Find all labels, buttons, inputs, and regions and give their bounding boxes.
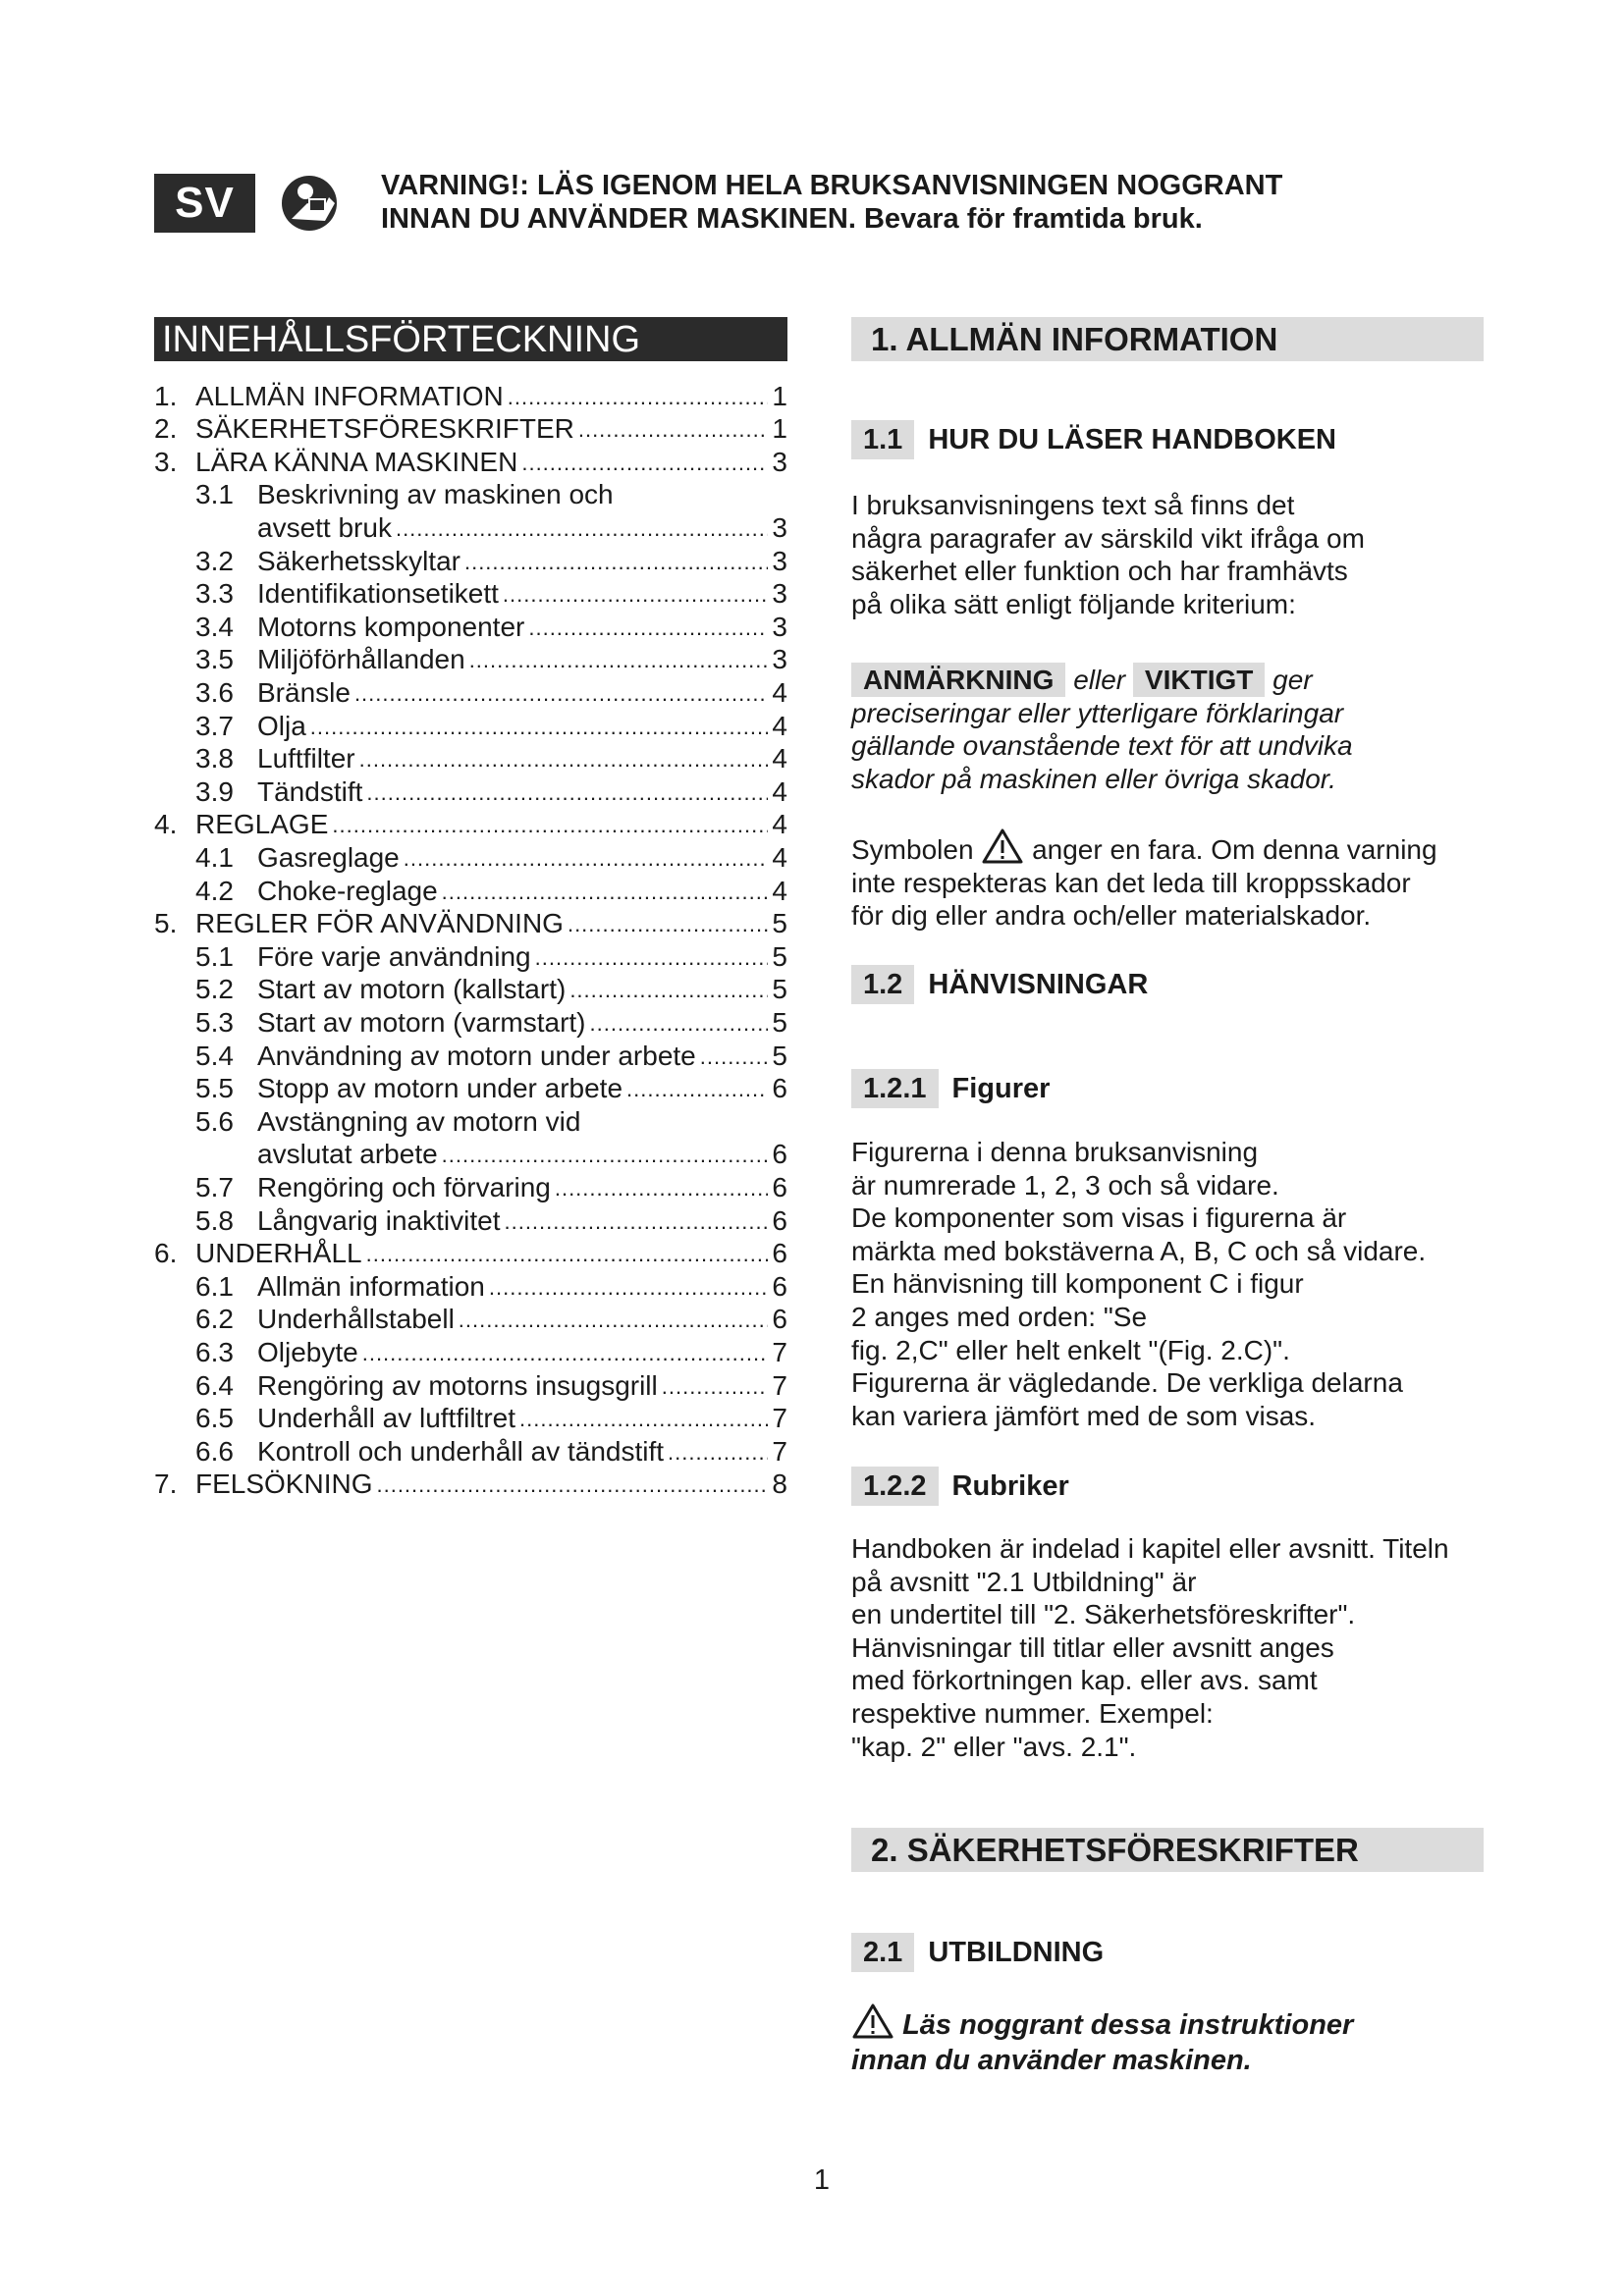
toc-item-number: 3.3 [195, 578, 234, 610]
toc-item-text: Olja [257, 710, 306, 741]
toc-item-page: 8 [772, 1468, 787, 1500]
paragraph-line: En hänvisning till komponent C i figur [851, 1268, 1304, 1300]
note-or: eller [1073, 665, 1126, 695]
toc-item [154, 1203, 787, 1237]
symbol-text-after: anger en fara. Om denna varning [1032, 834, 1437, 865]
toc-item [154, 1072, 787, 1105]
toc-item-page: 1 [772, 380, 787, 411]
toc-leader-dots [404, 844, 769, 874]
toc-item-text: Allmän information [257, 1270, 485, 1302]
toc-leader-dots [354, 679, 768, 709]
toc-item-number: 3.9 [195, 775, 234, 807]
subsection-number: 1.2.2 [851, 1467, 939, 1506]
toc-leader-dots [310, 713, 769, 742]
toc-item-number: 6.4 [195, 1369, 234, 1401]
paragraph-line: är numrerade 1, 2, 3 och så vidare. [851, 1169, 1279, 1201]
toc-item-page: 3 [772, 511, 787, 543]
paragraph-line: en undertitel till "2. Säkerhetsföreskrifter". [851, 1599, 1356, 1630]
toc-item-page: 4 [772, 676, 787, 708]
subsection-1-2-heading [851, 965, 1148, 1004]
note-first-line [851, 664, 1499, 697]
toc-item-page: 6 [772, 1139, 787, 1170]
paragraph-line: fig. 2,C" eller helt enkelt "(Fig. 2.C)". [851, 1334, 1290, 1365]
toc-item [154, 544, 787, 577]
toc-item-page: 5 [772, 1006, 787, 1038]
paragraph-line: De komponenter som visas i figurerna är [851, 1202, 1347, 1234]
toc-leader-dots [569, 976, 768, 1005]
toc-item [154, 478, 787, 511]
toc-item-text: Användning av motorn under arbete [257, 1040, 696, 1071]
toc-item-text: UNDERHÅLL [195, 1238, 362, 1269]
toc-item-number: 3.1 [195, 479, 234, 510]
toc-item [154, 610, 787, 643]
subsection-title: HÄNVISNINGAR [928, 968, 1149, 1000]
toc-leader-dots [700, 1042, 769, 1072]
warning-triangle-icon [981, 828, 1024, 865]
toc-item-page: 4 [772, 743, 787, 774]
toc-item-text: Stopp av motorn under arbete [257, 1073, 623, 1104]
toc-leader-dots [489, 1273, 769, 1303]
toc-item-text: Start av motorn (kallstart) [257, 974, 567, 1005]
warning-line-2: INNAN DU ANVÄNDER MASKINEN. Bevara för framtida bruk. [381, 203, 1203, 235]
toc-item [154, 1368, 787, 1402]
toc-leader-dots [662, 1372, 769, 1402]
toc-item-page: 4 [772, 809, 787, 840]
symbol-first-line [851, 828, 1499, 867]
toc-item [154, 709, 787, 742]
toc-item-text: Motorns komponenter [257, 611, 525, 642]
toc-item-page: 5 [772, 908, 787, 939]
toc-item-text: LÄRA KÄNNA MASKINEN [195, 446, 518, 477]
note-line: skador på maskinen eller övriga skador. [851, 763, 1336, 794]
toc-leader-dots [362, 1339, 769, 1368]
toc-item-text: Säkerhetsskyltar [257, 545, 460, 576]
toc-item [154, 379, 787, 412]
subsection-number: 1.2 [851, 965, 914, 1004]
toc-title: INNEHÅLLSFÖRTECKNING [154, 317, 787, 361]
toc-item-number: 3.6 [195, 676, 234, 708]
toc-item-number: 4. [154, 809, 178, 840]
read-manual-icon [280, 174, 341, 233]
toc-item [154, 1303, 787, 1336]
toc-item-page: 7 [772, 1403, 787, 1434]
toc-item-page: 5 [772, 940, 787, 972]
toc-item [154, 1104, 787, 1138]
paragraph-line: med förkortningen kap. eller avs. samt [851, 1665, 1318, 1696]
toc-item-page: 7 [772, 1369, 787, 1401]
toc-item-text: avslutat arbete [257, 1139, 438, 1170]
paragraph-line: I bruksanvisningens text så finns det [851, 490, 1295, 520]
toc-item-text: Gasreglage [257, 841, 400, 873]
subsection-number: 1.1 [851, 420, 914, 459]
toc-leader-dots [668, 1438, 768, 1468]
subsection-1-1-heading [851, 420, 1336, 459]
toc-leader-dots [504, 1207, 768, 1237]
toc-leader-dots [332, 811, 768, 840]
toc-item [154, 675, 787, 709]
subsection-title: UTBILDNING [928, 1936, 1105, 1968]
subsection-title: Rubriker [951, 1469, 1069, 1502]
toc-item-number: 3.4 [195, 611, 234, 642]
toc-item [154, 973, 787, 1006]
toc-leader-dots [366, 1240, 769, 1269]
note-ger: ger [1272, 665, 1313, 695]
toc-item-text: Miljöförhållanden [257, 644, 465, 675]
toc-item [154, 510, 787, 544]
toc-item [154, 1335, 787, 1368]
toc-item-page: 3 [772, 644, 787, 675]
toc-item-number: 3.5 [195, 644, 234, 675]
subsection-number: 2.1 [851, 1933, 914, 1972]
paragraph-line: för dig eller andra och/eller materialskador. [851, 900, 1372, 932]
toc-item-text: Bränsle [257, 676, 351, 708]
paragraph-line: några paragrafer av särskild vikt ifråga om [851, 522, 1365, 554]
toc-leader-dots [464, 548, 768, 577]
toc-item-number: 6.5 [195, 1403, 234, 1434]
toc-item-number: 6. [154, 1238, 178, 1269]
subsection-1-2-1-heading [851, 1069, 1050, 1108]
toc-item-page: 5 [772, 974, 787, 1005]
toc-item-number: 5.6 [195, 1105, 234, 1137]
toc-item-text: Underhåll av luftfiltret [257, 1403, 516, 1434]
toc-item [154, 808, 787, 841]
toc-item [154, 643, 787, 676]
toc-item-page: 3 [772, 545, 787, 576]
headings-paragraph [851, 1532, 1499, 1763]
note-tag-anmarkning: ANMÄRKNING [851, 663, 1065, 697]
toc-item-number: 6.1 [195, 1270, 234, 1302]
toc-item-page: 6 [772, 1238, 787, 1269]
toc-item-number: 3.8 [195, 743, 234, 774]
subsection-2-1-heading [851, 1933, 1104, 1972]
toc-item-number: 6.6 [195, 1435, 234, 1467]
toc-item [154, 1402, 787, 1435]
toc-leader-dots [442, 1141, 769, 1170]
toc-item-text: ALLMÄN INFORMATION [195, 380, 504, 411]
toc-item-text: Rengöring och förvaring [257, 1171, 551, 1202]
toc-item-number: 5.4 [195, 1040, 234, 1071]
paragraph-line: inte respekteras kan det leda till kroppsskador [851, 867, 1411, 898]
paragraph-line: på olika sätt enligt följande kriterium: [851, 588, 1296, 619]
toc-leader-dots [528, 614, 768, 643]
toc-item-page: 6 [772, 1270, 787, 1302]
toc-item-page: 4 [772, 875, 787, 906]
toc-item-number: 3. [154, 446, 178, 477]
page-number: 1 [813, 2164, 831, 2196]
toc-leader-dots [508, 383, 769, 412]
toc-leader-dots [396, 514, 768, 544]
toc-leader-dots [469, 646, 769, 675]
toc-item [154, 1468, 787, 1501]
toc-item-number: 2. [154, 413, 178, 445]
toc-item [154, 874, 787, 907]
paragraph-line: Hänvisningar till titlar eller avsnitt anges [851, 1631, 1334, 1663]
toc-item [154, 1170, 787, 1203]
toc-item [154, 907, 787, 940]
note-line: gällande ovanstående text för att undvika [851, 730, 1353, 762]
toc-item-number: 5.8 [195, 1204, 234, 1236]
paragraph-line: 2 anges med orden: "Se [851, 1301, 1148, 1332]
toc-leader-dots [366, 778, 768, 808]
paragraph-line: säkerhet eller funktion och har framhävts [851, 556, 1348, 587]
toc-leader-dots [626, 1075, 768, 1104]
toc-item-text: Choke-reglage [257, 875, 438, 906]
toc-item-text: SÄKERHETSFÖRESKRIFTER [195, 413, 574, 445]
toc-item-number: 5.3 [195, 1006, 234, 1038]
toc-item-number: 5.7 [195, 1171, 234, 1202]
toc-item [154, 1138, 787, 1171]
training-warning [851, 2002, 1499, 2078]
note-tag-viktigt: VIKTIGT [1133, 663, 1265, 697]
toc-item-page: 6 [772, 1204, 787, 1236]
toc-item [154, 1005, 787, 1039]
toc-item-text: avsett bruk [257, 511, 392, 543]
toc-leader-dots [521, 449, 768, 478]
subsection-number: 1.2.1 [851, 1069, 939, 1108]
training-warning-line-1 [851, 2002, 1499, 2043]
toc-item-text: FELSÖKNING [195, 1468, 373, 1500]
toc-item [154, 939, 787, 973]
toc-item-number: 4.2 [195, 875, 234, 906]
toc-item [154, 1269, 787, 1303]
toc-item-text: Före varje användning [257, 940, 531, 972]
toc-item-text: Långvarig inaktivitet [257, 1204, 501, 1236]
toc-item [154, 742, 787, 775]
toc-leader-dots [442, 878, 769, 907]
toc-item-number: 3.2 [195, 545, 234, 576]
toc-item-page: 3 [772, 446, 787, 477]
toc-leader-dots [578, 415, 769, 445]
toc-item-text: Kontroll och underhåll av tändstift [257, 1435, 665, 1467]
toc-item [154, 1039, 787, 1072]
toc-item-text: Start av motorn (varmstart) [257, 1006, 586, 1038]
toc-item [154, 577, 787, 611]
subsection-1-2-2-heading [851, 1467, 1069, 1506]
toc-item-number: 7. [154, 1468, 178, 1500]
section-1-title: 1. ALLMÄN INFORMATION [851, 317, 1484, 361]
toc-item-page: 4 [772, 841, 787, 873]
toc-item [154, 1237, 787, 1270]
training-warning-line-2: innan du använder maskinen. [851, 2045, 1252, 2076]
toc-item-page: 7 [772, 1435, 787, 1467]
paragraph-line: märkta med bokstäverna A, B, C och så vidare. [851, 1235, 1427, 1266]
toc-leader-dots [503, 580, 769, 610]
toc-item-page: 1 [772, 413, 787, 445]
toc-item [154, 1434, 787, 1468]
subsection-title: Figurer [951, 1072, 1051, 1104]
toc-item-text: Underhållstabell [257, 1304, 455, 1335]
toc-item-number: 5.5 [195, 1073, 234, 1104]
toc-item [154, 774, 787, 808]
toc-item-text: Identifikationsetikett [257, 578, 499, 610]
toc-item-number: 4.1 [195, 841, 234, 873]
toc-item-number: 1. [154, 380, 178, 411]
paragraph-line: kan variera jämfört med de som visas. [851, 1400, 1317, 1431]
toc-item-text: REGLAGE [195, 809, 329, 840]
note-line: preciseringar eller ytterligare förklaringar [851, 697, 1344, 728]
toc-item [154, 840, 787, 874]
toc-item-text: Rengöring av motorns insugsgrill [257, 1369, 658, 1401]
toc-item-number: 6.2 [195, 1304, 234, 1335]
toc-item-text: REGLER FÖR ANVÄNDNING [195, 908, 564, 939]
warning-triangle-icon [851, 2002, 894, 2040]
warning-heading [381, 169, 1324, 236]
toc-leader-dots [568, 910, 768, 939]
toc-leader-dots [376, 1470, 768, 1500]
toc-item-page: 6 [772, 1073, 787, 1104]
toc-item-number: 5.1 [195, 940, 234, 972]
toc-item-page: 3 [772, 611, 787, 642]
toc-leader-dots [459, 1306, 769, 1335]
toc-item [154, 445, 787, 478]
paragraph-line: "kap. 2" eller "avs. 2.1". [851, 1731, 1137, 1762]
toc-item-page: 3 [772, 578, 787, 610]
language-badge: SV [154, 174, 255, 233]
toc-item [154, 412, 787, 446]
paragraph-line: Figurerna i denna bruksanvisning [851, 1137, 1259, 1167]
toc-item-text: Beskrivning av maskinen och [257, 479, 614, 510]
note-paragraph [851, 664, 1499, 795]
toc-item-page: 6 [772, 1304, 787, 1335]
toc-item-page: 5 [772, 1040, 787, 1071]
toc-leader-dots [519, 1405, 768, 1434]
toc-item-number: 5. [154, 908, 178, 939]
toc-item-text: Luftfilter [257, 743, 355, 774]
toc-leader-dots [535, 943, 769, 973]
toc-item-page: 4 [772, 710, 787, 741]
warning-text: Läs noggrant dessa instruktioner [902, 2009, 1354, 2041]
paragraph-line: Figurerna är vägledande. De verkliga delarna [851, 1367, 1403, 1399]
toc-leader-dots [359, 745, 769, 774]
figures-paragraph [851, 1136, 1499, 1432]
toc-item-text: Avstängning av motorn vid [257, 1105, 581, 1137]
paragraph-line: respektive nummer. Exempel: [851, 1697, 1214, 1729]
toc-item-number: 3.7 [195, 710, 234, 741]
toc-leader-dots [590, 1009, 769, 1039]
intro-paragraph [851, 489, 1499, 620]
toc-item-page: 7 [772, 1336, 787, 1367]
toc-item-page: 6 [772, 1171, 787, 1202]
toc-item-text: Oljebyte [257, 1336, 358, 1367]
paragraph-line: Handboken är indelad i kapitel eller avsnitt. Titeln [851, 1533, 1449, 1564]
toc-item-number: 5.2 [195, 974, 234, 1005]
toc-leader-dots [555, 1174, 769, 1203]
toc-item-number: 6.3 [195, 1336, 234, 1367]
symbol-paragraph [851, 828, 1499, 933]
paragraph-line: på avsnitt "2.1 Utbildning" är [851, 1566, 1197, 1597]
subsection-title: HUR DU LÄSER HANDBOKEN [928, 423, 1336, 455]
toc-item-page: 4 [772, 775, 787, 807]
section-2-title: 2. SÄKERHETSFÖRESKRIFTER [851, 1828, 1484, 1872]
warning-line-1: VARNING!: LÄS IGENOM HELA BRUKSANVISNINGEN NOGGRANT [381, 170, 1283, 201]
toc-item-text: Tändstift [257, 775, 363, 807]
symbol-text-before: Symbolen [851, 834, 974, 865]
